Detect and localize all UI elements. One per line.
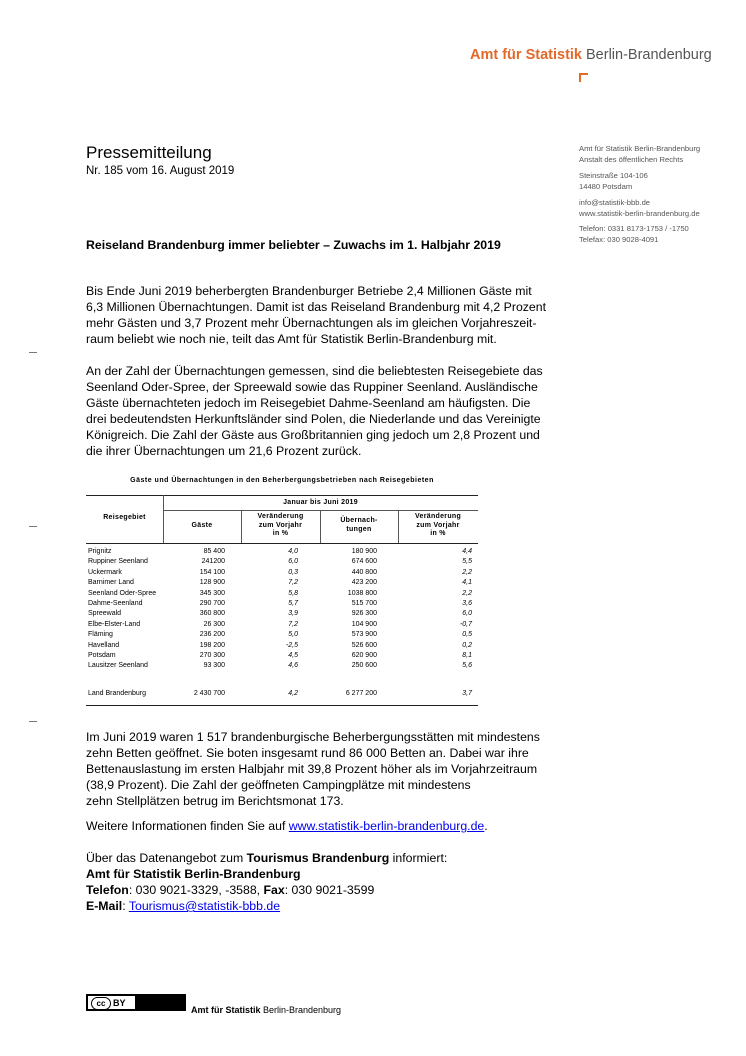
table-divider	[163, 495, 164, 543]
table-row	[88, 558, 478, 568]
cell-guests: 360 800	[199, 610, 225, 618]
contact-intro-text: Über das Datenangebot zum	[86, 851, 247, 865]
footer-org-bold: Amt für Statistik	[191, 1005, 261, 1015]
email-label: E-Mail	[86, 899, 123, 913]
cell-guests-change: 4,5	[288, 652, 298, 659]
headline: Reiseland Brandenburg immer beliebter – Zuwachs im 1. Halbjahr 2019	[86, 238, 501, 252]
logo-bold-text: Amt für Statistik	[470, 47, 582, 63]
table-row	[88, 579, 478, 589]
table-row	[88, 590, 478, 600]
table-title: Gäste und Übernachtungen in den Beherbergungsbetrieben nach Reisegebieten	[130, 477, 434, 484]
logo-corner-mark	[579, 73, 588, 82]
cell-region: Potsdam	[88, 652, 116, 659]
cc-badge-left	[88, 996, 135, 1009]
contact-org-name: Amt für Statistik Berlin-Brandenburg	[86, 867, 301, 881]
cell-region: Land Brandenburg	[88, 690, 146, 697]
cell-guests: 290 700	[199, 600, 225, 607]
cell-nights-change: 0,5	[462, 631, 472, 639]
cell-guests-change: 5,7	[288, 600, 298, 607]
cell-guests-change: 4,6	[288, 662, 298, 670]
cell-nights-change: 4,4	[462, 548, 472, 555]
logo-regular-text: Berlin-Brandenburg	[586, 47, 712, 63]
email-separator: :	[122, 899, 129, 913]
cell-guests-change: 0,3	[288, 568, 298, 576]
table-row	[88, 631, 478, 641]
table-row	[88, 621, 478, 631]
contact-intro	[86, 850, 566, 866]
cell-nights-change: 2,2	[462, 589, 472, 597]
table-row	[88, 642, 478, 652]
cell-region: Prignitz	[88, 548, 112, 555]
sidebar-line: 14480 Potsdam	[579, 181, 633, 191]
cell-guests-change: 4,2	[288, 690, 298, 697]
website-link[interactable]: www.statistik-berlin-brandenburg.de	[288, 819, 485, 833]
sidebar-web	[579, 198, 700, 219]
table-bottom-rule	[86, 705, 478, 706]
paragraph-1	[86, 283, 566, 347]
cell-guests: 241200	[201, 558, 225, 566]
text-line: zehn Betten geöffnet. Sie boten insgesamt rund 86 000 Betten an. Dabei war ihre	[86, 746, 529, 760]
cell-guests: 26 300	[203, 620, 225, 628]
text-line: Im Juni 2019 waren 1 517 brandenburgische Beherbergungsstätten mit mindestens	[86, 730, 540, 744]
cell-nights: 926 300	[351, 610, 377, 618]
cell-nights: 104 900	[351, 620, 377, 628]
col-header-nights-change	[398, 513, 478, 539]
text-line: zehn Stellplätzen betrug im Berichtsmonat 173.	[86, 794, 344, 808]
table-total-row	[88, 690, 478, 700]
contact-topic: Tourismus Brandenburg	[246, 851, 390, 865]
col-header-guests: Gäste	[191, 522, 213, 529]
contact-email	[86, 898, 566, 914]
sidebar-website[interactable]: www.statistik-berlin-brandenburg.de	[579, 208, 700, 218]
table-row	[88, 652, 478, 662]
margin-mark	[29, 352, 37, 353]
cell-nights-change: 3,6	[462, 600, 472, 607]
text-line: (38,9 Prozent). Die Zahl der geöffneten Campingplätze mit mindestens	[86, 778, 471, 792]
phone-value: : 030 9021-3329, -3588,	[128, 883, 264, 897]
table-header-rule	[86, 543, 478, 544]
cell-guests-change: 3,9	[288, 610, 298, 618]
cell-nights: 180 900	[351, 548, 377, 555]
text-line: raum beliebt wie noch nie, teilt das Amt für Statistik Berlin-Brandenburg mit.	[86, 332, 497, 346]
text-line: drei bedeutendsten Herkunftsländer sind Polen, die Niederlande und das Vereinigte	[86, 412, 541, 426]
cell-nights: 674 600	[351, 558, 377, 566]
header-line: Veränderung	[257, 513, 304, 520]
cell-guests: 2 430 700	[193, 690, 225, 697]
cell-region: Uckermark	[88, 568, 122, 576]
sidebar-email[interactable]: info@statistik-bbb.de	[579, 198, 651, 207]
header-line: tungen	[346, 525, 372, 533]
cell-region: Barnimer Land	[88, 579, 134, 587]
sidebar-org	[579, 144, 700, 165]
cell-region: Elbe-Elster-Land	[88, 620, 141, 628]
table-period-header: Januar bis Juni 2019	[283, 499, 358, 506]
cell-region: Spreewald	[88, 610, 122, 618]
cell-region: Fläming	[88, 631, 113, 639]
cell-region: Havelland	[88, 641, 120, 649]
paragraph-3	[86, 729, 586, 809]
sidebar-line: Amt für Statistik Berlin-Brandenburg	[579, 144, 701, 153]
cell-guests-change: 6,0	[288, 558, 298, 566]
cc-by-license-badge[interactable]	[86, 994, 186, 1011]
cell-guests-change: -2,5	[285, 641, 298, 649]
cell-guests-change: 5,8	[288, 589, 298, 597]
cell-nights-change: 3,7	[462, 690, 472, 697]
cell-guests: 198 200	[199, 641, 225, 649]
contact-intro-suffix: informiert:	[389, 851, 448, 865]
margin-mark	[29, 721, 37, 722]
cell-nights-change: 8,1	[462, 652, 472, 659]
cell-guests: 85 400	[203, 548, 225, 555]
cell-nights: 250 600	[351, 662, 377, 670]
text-line: Bettenauslastung im ersten Halbjahr mit 39,8 Prozent höher als im Vorjahrzeitraum	[86, 762, 538, 776]
cell-guests: 270 300	[199, 652, 225, 659]
cell-nights-change: 5,6	[462, 662, 472, 670]
cell-nights: 423 200	[351, 579, 377, 587]
table-row	[88, 662, 478, 672]
text-line: Gäste übernachteten jedoch im Reisegebiet Dahme-Seenland am häufigsten. Die	[86, 396, 531, 410]
cell-nights: 573 900	[351, 631, 377, 639]
text-line: Königreich. Die Zahl der Gäste aus Großbritannien ging jedoch um 2,8 Prozent und	[86, 428, 540, 442]
text-line: mehr Gästen und 3,7 Prozent mehr Übernachtungen als im gleichen Vorjahreszeit-	[86, 316, 537, 330]
sidebar-line: Telefax: 030 9028-4091	[579, 234, 659, 244]
text-line: 6,3 Millionen Übernachtungen. Damit ist das Reiseland Brandenburg mit 4,2 Prozent	[86, 300, 547, 314]
cell-nights: 526 600	[351, 641, 377, 649]
cell-region: Seenland Oder-Spree	[88, 589, 157, 597]
email-link[interactable]: Tourismus@statistik-bbb.de	[128, 899, 281, 913]
cell-nights: 440 800	[351, 568, 377, 576]
header-line: zum Vorjahr	[258, 521, 303, 529]
text-line: An der Zahl der Übernachtungen gemessen, sind die beliebtesten Reisegebiete das	[86, 364, 543, 378]
cell-nights-change: 5,5	[462, 558, 472, 566]
cell-nights-change: -0,7	[459, 620, 472, 628]
table-row	[88, 610, 478, 620]
contact-block	[86, 850, 566, 914]
cc-by-label: BY	[113, 998, 126, 1008]
paragraph-2	[86, 363, 566, 459]
sidebar-line: Anstalt des öffentlichen Rechts	[579, 154, 684, 164]
cell-region: Lausitzer Seenland	[88, 662, 148, 670]
sidebar-address	[579, 171, 648, 192]
text-line: Seenland Oder-Spree, der Spreewald sowie das Ruppiner Seenland. Ausländische	[86, 380, 538, 394]
table-row	[88, 548, 478, 558]
cell-nights: 6 277 200	[345, 690, 377, 697]
col-header-nights	[320, 517, 398, 534]
cc-icon: cc	[91, 997, 111, 1010]
fax-label: Fax	[263, 883, 285, 897]
more-info-suffix: .	[484, 819, 488, 833]
table-row	[88, 600, 478, 610]
sidebar-phone	[579, 224, 689, 245]
cell-nights-change: 6,0	[462, 610, 472, 618]
cell-guests: 154 100	[199, 568, 225, 576]
cell-region: Ruppiner Seenland	[88, 558, 148, 566]
contact-phone	[86, 882, 566, 898]
cell-guests-change: 7,2	[288, 620, 298, 628]
sidebar-line: Telefon: 0331 8173-1753 / -1750	[579, 224, 689, 233]
more-info-text: Weitere Informationen finden Sie auf	[86, 819, 289, 833]
cell-guests: 93 300	[203, 662, 225, 670]
cell-guests-change: 5,0	[288, 631, 298, 639]
header-line: in %	[272, 530, 289, 537]
cell-region: Dahme-Seenland	[88, 600, 143, 607]
sidebar-line: Steinstraße 104-106	[579, 171, 648, 180]
col-header-region: Reisegebiet	[103, 514, 146, 521]
table-row	[88, 569, 478, 579]
more-info	[86, 818, 566, 834]
text-line: die ihrer Übernachtungen um 21,6 Prozent zurück.	[86, 444, 362, 458]
header-line: in %	[430, 530, 446, 537]
cell-nights: 1038 800	[347, 589, 377, 597]
header-line: Veränderung	[414, 513, 462, 520]
cell-guests: 128 900	[199, 579, 225, 587]
cell-guests: 236 200	[199, 631, 225, 639]
cell-guests-change: 7,2	[288, 579, 298, 587]
text-line: Bis Ende Juni 2019 beherbergten Brandenburger Betriebe 2,4 Millionen Gäste mit	[86, 284, 532, 298]
cell-guests-change: 4,0	[288, 548, 298, 555]
cell-nights-change: 0,2	[462, 641, 472, 649]
cell-nights: 515 700	[351, 600, 377, 607]
col-header-guests-change	[241, 513, 320, 539]
header-line: Übernach-	[340, 517, 378, 524]
agency-logo	[470, 47, 712, 63]
press-release-number: Nr. 185 vom 16. August 2019	[86, 165, 235, 177]
header-line: zum Vorjahr	[416, 521, 460, 529]
cc-badge-frame	[86, 994, 186, 1011]
table-top-rule	[86, 495, 478, 496]
margin-mark	[29, 526, 37, 527]
phone-label: Telefon	[86, 883, 129, 897]
cell-nights-change: 4,1	[462, 579, 472, 587]
footer-org	[191, 1005, 341, 1015]
cell-guests: 345 300	[199, 589, 225, 597]
cell-nights-change: 2,2	[462, 568, 472, 576]
contact-org	[86, 866, 566, 882]
page-title: Pressemitteilung	[86, 143, 212, 162]
footer-org-regular: Berlin-Brandenburg	[260, 1005, 342, 1015]
cell-nights: 620 900	[351, 652, 377, 659]
fax-value: : 030 9021-3599	[284, 883, 375, 897]
